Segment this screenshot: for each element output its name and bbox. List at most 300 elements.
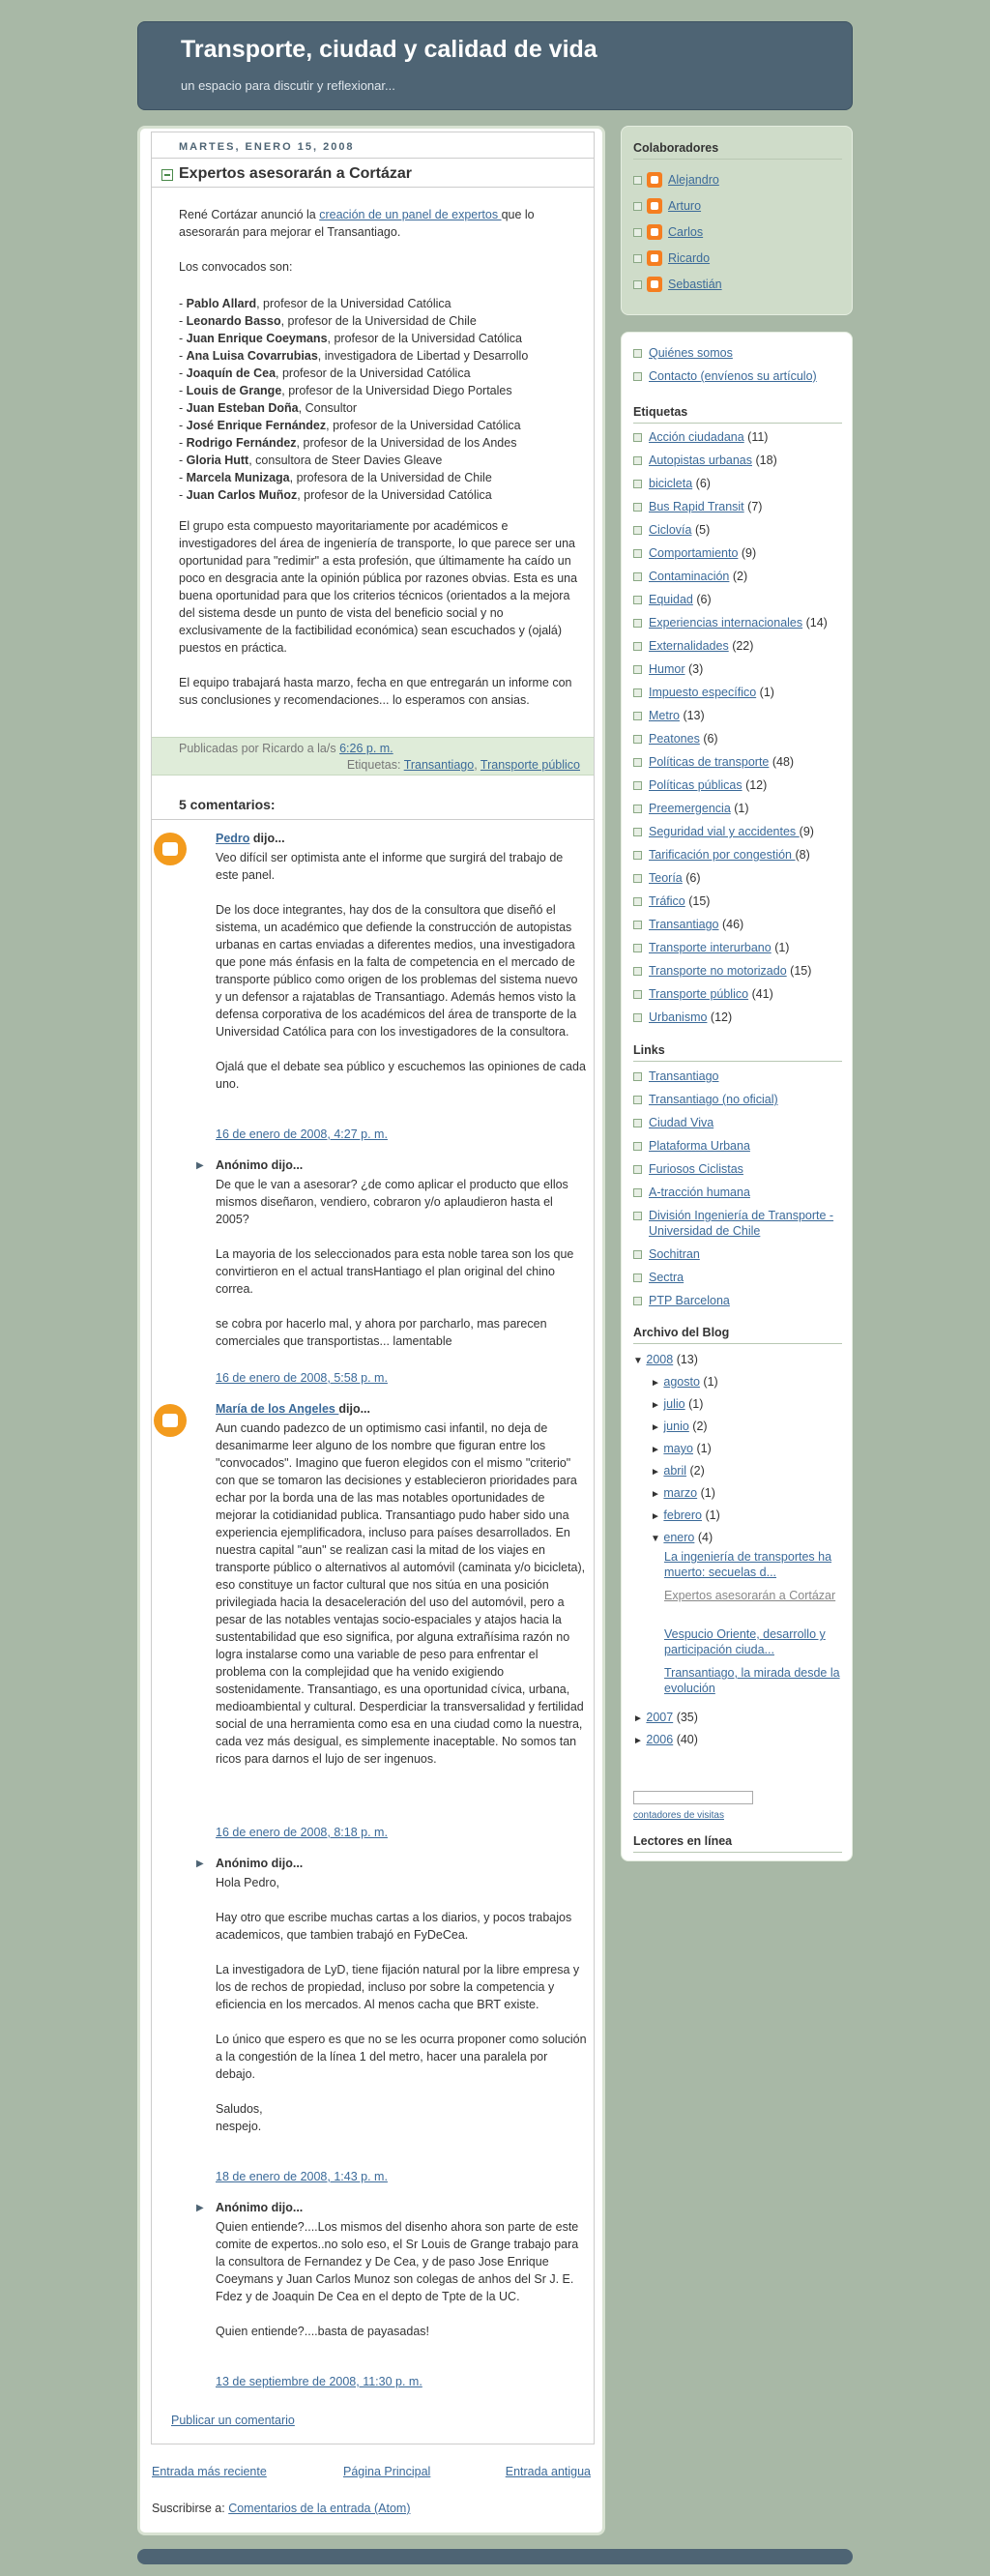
- archive-year-link[interactable]: 2006: [646, 1733, 674, 1746]
- blog-link-link[interactable]: Plataforma Urbana: [649, 1139, 750, 1153]
- archive-year-2008[interactable]: [633, 1352, 698, 1369]
- label-link[interactable]: Peatones: [649, 732, 700, 746]
- label-link[interactable]: Externalidades: [649, 639, 729, 653]
- member-name: Leonardo Basso: [186, 314, 281, 328]
- post-author-line: [179, 742, 393, 755]
- label-text: [649, 893, 846, 909]
- comment-author-name: Anónimo: [216, 2201, 269, 2214]
- label-count: (7): [747, 500, 763, 513]
- bullet-square-icon: [633, 503, 642, 512]
- label-link[interactable]: Transantiago: [649, 918, 719, 931]
- comment-timestamp[interactable]: 16 de enero de 2008, 5:58 p. m.: [216, 1371, 388, 1385]
- collapsed-triangle-icon[interactable]: ►: [651, 1400, 660, 1411]
- bullet-square-icon: [633, 1273, 642, 1282]
- contributors-box: [621, 126, 853, 315]
- older-post-link[interactable]: Entrada antigua: [505, 2465, 591, 2478]
- label-count: (48): [772, 755, 795, 769]
- archive-year[interactable]: [633, 1732, 698, 1749]
- archive-count: (1): [700, 1486, 715, 1500]
- label-link[interactable]: Transporte no motorizado: [649, 964, 787, 978]
- contributor-link[interactable]: Ricardo: [668, 251, 711, 265]
- contributor-link[interactable]: Sebastián: [668, 278, 722, 291]
- archive-post-link[interactable]: Transantiago, la mirada desde la evolución: [664, 1666, 840, 1695]
- bullet-square-icon: [633, 176, 642, 185]
- label-text: [649, 777, 846, 793]
- subscribe-label: Suscribirse a:: [152, 2502, 229, 2515]
- home-link[interactable]: Página Principal: [343, 2465, 431, 2478]
- bullet-square-icon: [633, 781, 642, 790]
- bullet-square-icon: [633, 851, 642, 860]
- archive-title: Archivo del Blog: [633, 1326, 730, 1339]
- archive-month[interactable]: [651, 1374, 718, 1391]
- archive-month[interactable]: [651, 1396, 703, 1414]
- label-link[interactable]: Contaminación: [649, 570, 730, 583]
- blogger-avatar-icon[interactable]: [154, 833, 187, 865]
- label-link[interactable]: Impuesto específico: [649, 686, 757, 699]
- archive-post[interactable]: [664, 1588, 844, 1603]
- label-text: [649, 638, 846, 654]
- archive-post-link[interactable]: Vespucio Oriente, desarrollo y participación ciuda...: [664, 1627, 826, 1656]
- comment-author: [216, 1402, 370, 1416]
- blog-link-link[interactable]: División Ingeniería de Transporte - Universidad de Chile: [649, 1209, 834, 1238]
- archive-month[interactable]: [651, 1485, 715, 1503]
- anon-bullet-icon: ▶: [196, 1160, 204, 1171]
- comment-paragraph: Saludos, nespejo.: [216, 2102, 263, 2133]
- bullet-square-icon: [633, 1072, 642, 1081]
- archive-month[interactable]: [651, 1441, 712, 1458]
- bullet-square-icon: [633, 1212, 642, 1220]
- label-link[interactable]: Preemergencia: [649, 802, 731, 815]
- member-name: Gloria Hutt: [186, 454, 249, 467]
- post-title: Expertos asesorarán a Cortázar: [179, 165, 412, 182]
- visit-counter-box: [633, 1791, 753, 1804]
- archive-month-link[interactable]: junio: [663, 1420, 689, 1433]
- newer-post-link[interactable]: Entrada más reciente: [152, 2465, 267, 2478]
- label-count: (5): [694, 523, 711, 537]
- blog-link-text: [649, 1293, 846, 1308]
- about-link[interactable]: Quiénes somos: [649, 346, 733, 360]
- label-count: (15): [688, 894, 711, 908]
- comment-timestamp[interactable]: 18 de enero de 2008, 1:43 p. m.: [216, 2170, 388, 2183]
- label-text: [649, 847, 846, 863]
- main-column: [137, 126, 605, 2535]
- label-link[interactable]: Comportamiento: [649, 546, 739, 560]
- label-count: (3): [688, 662, 704, 676]
- about-link[interactable]: Contacto (envíenos su artículo): [649, 369, 817, 383]
- blog-description: un espacio para discutir y reflexionar...: [181, 78, 395, 93]
- label-link[interactable]: Bus Rapid Transit: [649, 500, 744, 513]
- label-text: [649, 569, 846, 584]
- label-link[interactable]: Transporte público: [480, 758, 580, 772]
- archive-post[interactable]: [664, 1665, 844, 1696]
- comment-author: [216, 2201, 303, 2214]
- blog-link-link[interactable]: Furiosos Ciclistas: [649, 1162, 743, 1176]
- anon-bullet-icon: ▶: [196, 1859, 204, 1869]
- blogger-profile-icon: [647, 277, 662, 292]
- collapsed-triangle-icon[interactable]: ►: [651, 1422, 660, 1433]
- post-paragraph-2: El equipo trabajará hasta marzo, fecha en que entregarán un informe con sus conclusiones y recomendaciones... lo esperamos con ansias.: [179, 676, 572, 707]
- expanded-triangle-icon[interactable]: ▼: [651, 1534, 660, 1544]
- member-desc: , profesor de la Universidad Católica: [297, 488, 492, 502]
- label-link[interactable]: Tarificación por congestión: [649, 848, 796, 862]
- blog-link-text: [649, 1185, 846, 1200]
- comment-paragraph: De los doce integrantes, hay dos de la consultora que diseñó el sistema, un académico que defiende la construcción de autopistas urbanas en cartas enviadas a diferentes medios, una investigadora que pone más énfasis en la falta de competencia en el mercado de transporte público como origen de los problemas del sistema nuevo y un defensor a rajatablas de Transantiago. Además hemos visto la defensa corporativa de los académicos del área de transporte de la Universidad Católica para con los investigadores de la consultora.: [216, 903, 578, 1039]
- label-text: [649, 708, 846, 723]
- archive-count: (1): [696, 1442, 712, 1455]
- blog-link-text: [649, 1208, 846, 1239]
- blog-link-text: [649, 1161, 846, 1177]
- comments-header: 5 comentarios:: [179, 797, 276, 812]
- bullet-square-icon: [633, 758, 642, 767]
- comment-timestamp[interactable]: 16 de enero de 2008, 8:18 p. m.: [216, 1826, 388, 1839]
- bullet-square-icon: [633, 642, 642, 651]
- comment-body: [216, 849, 587, 1093]
- divider: [152, 819, 594, 820]
- atom-feed-link[interactable]: Comentarios de la entrada (Atom): [228, 2502, 411, 2515]
- blog-link-text: [649, 1092, 846, 1107]
- archive-post-link[interactable]: Expertos asesorarán a Cortázar: [664, 1589, 836, 1602]
- collapsed-triangle-icon[interactable]: ►: [651, 1467, 660, 1478]
- bullet-square-icon: [633, 712, 642, 720]
- member-desc: , profesor de la Universidad Católica: [256, 297, 451, 310]
- archive-year-link[interactable]: 2008: [646, 1353, 674, 1366]
- blog-link-link[interactable]: Sochitran: [649, 1247, 700, 1261]
- blogger-profile-icon: [647, 224, 662, 240]
- label-link[interactable]: Transporte interurbano: [649, 941, 772, 954]
- contributor-link[interactable]: Carlos: [668, 225, 704, 239]
- page-footer-bar: [137, 2549, 853, 2564]
- label-count: (18): [755, 454, 777, 467]
- label-link[interactable]: Tráfico: [649, 894, 685, 908]
- label-link[interactable]: Acción ciudadana: [649, 430, 744, 444]
- comment-paragraph: Quien entiende?....basta de payasadas!: [216, 2325, 429, 2338]
- member-item: - Louis de Grange, profesor de la Universidad Diego Portales: [179, 384, 512, 397]
- divider: [633, 423, 842, 424]
- label-link[interactable]: Ciclovía: [649, 523, 692, 537]
- member-desc: , profesora de la Universidad de Chile: [289, 471, 492, 484]
- bullet-square-icon: [633, 665, 642, 674]
- archive-count: (40): [676, 1733, 698, 1746]
- label-text: [649, 917, 846, 932]
- post-intro: [179, 206, 585, 241]
- blog-link-text: [649, 1115, 846, 1130]
- blog-link-link[interactable]: Transantiago (no oficial): [649, 1093, 778, 1106]
- date-header: MARTES, ENERO 15, 2008: [179, 141, 355, 153]
- contributors-title: Colaboradores: [633, 141, 719, 155]
- member-desc: , profesor de la Universidad Católica: [327, 332, 523, 345]
- label-text: [649, 661, 846, 677]
- expanded-triangle-icon[interactable]: ▼: [633, 1356, 643, 1366]
- member-name: Juan Enrique Coeymans: [186, 332, 328, 345]
- label-link[interactable]: Transporte público: [649, 987, 749, 1001]
- archive-month[interactable]: [651, 1419, 708, 1436]
- member-desc: , investigadora de Libertad y Desarrollo: [317, 349, 529, 363]
- comment-timestamp[interactable]: 16 de enero de 2008, 4:27 p. m.: [216, 1127, 388, 1141]
- intro-text-end: que lo asesorarán para mejorar el Transantiago.: [179, 208, 535, 239]
- member-name: Pablo Allard: [186, 297, 257, 310]
- bullet-square-icon: [633, 735, 642, 744]
- label-text: [649, 522, 846, 538]
- blogger-profile-icon: [647, 250, 662, 266]
- bullet-square-icon: [633, 805, 642, 813]
- bullet-square-icon: [633, 202, 642, 211]
- published-by: Publicadas por Ricardo a la/s: [179, 742, 340, 755]
- label-link[interactable]: bicicleta: [649, 477, 693, 490]
- bullet-square-icon: [633, 372, 642, 381]
- archive-month-link[interactable]: julio: [663, 1397, 685, 1411]
- bullet-square-icon: [633, 921, 642, 929]
- blog-link-link[interactable]: PTP Barcelona: [649, 1294, 730, 1307]
- collapsed-triangle-icon[interactable]: ►: [633, 1713, 643, 1724]
- label-text: [649, 685, 846, 700]
- archive-count: (2): [692, 1420, 708, 1433]
- sidebar: [621, 332, 853, 1861]
- labels-title: Etiquetas: [633, 405, 688, 419]
- comment-paragraph: Lo único que espero es que no se les ocurra proponer como solución a la congestión de la línea 1 del metro, hacer una paralela por debajo.: [216, 2033, 587, 2081]
- bullet-square-icon: [633, 990, 642, 999]
- archive-post[interactable]: [664, 1549, 844, 1580]
- archive-month-link[interactable]: mayo: [663, 1442, 693, 1455]
- label-link[interactable]: Urbanismo: [649, 1010, 708, 1024]
- labels-prefix: Etiquetas:: [346, 758, 404, 772]
- archive-count: (1): [705, 1508, 720, 1522]
- comment-paragraph: Hay otro que escribe muchas cartas a los diarios, y pocos trabajos academicos, que tambien trabajó en FyDeCea.: [216, 1911, 572, 1942]
- label-text: [649, 940, 846, 955]
- archive-post-link[interactable]: La ingeniería de transportes ha muerto: secuelas d...: [664, 1550, 832, 1579]
- member-desc: , profesor de la Universidad de los Andes: [296, 436, 517, 450]
- member-item: - Rodrigo Fernández, profesor de la Universidad de los Andes: [179, 436, 517, 450]
- bullet-square-icon: [633, 1165, 642, 1174]
- blogger-profile-icon: [647, 198, 662, 214]
- bullet-square-icon: [633, 1297, 642, 1305]
- divider: [633, 159, 842, 160]
- divider: [633, 1852, 842, 1853]
- label-text: [649, 986, 846, 1002]
- said-text: dijo...: [268, 2201, 304, 2214]
- label-text: [649, 754, 846, 770]
- label-link[interactable]: Humor: [649, 662, 685, 676]
- label-text: [649, 731, 846, 746]
- member-item: - Joaquín de Cea, profesor de la Universidad Católica: [179, 366, 471, 380]
- label-count: (8): [795, 848, 810, 862]
- convocados-label: Los convocados son:: [179, 260, 293, 274]
- bullet-square-icon: [633, 1096, 642, 1104]
- comment-paragraph: se cobra por hacerlo mal, y ahora por parcharlo, mas parecen comerciales que transportistas... lamentable: [216, 1317, 547, 1348]
- member-desc: , profesor de la Universidad de Chile: [280, 314, 477, 328]
- label-count: (14): [805, 616, 828, 629]
- bullet-square-icon: [633, 549, 642, 558]
- archive-post[interactable]: [664, 1626, 844, 1657]
- blog-link-link[interactable]: Sectra: [649, 1271, 684, 1284]
- label-count: (6): [685, 871, 701, 885]
- comment-paragraph: Hola Pedro,: [216, 1876, 280, 1889]
- label-text: [649, 801, 846, 816]
- member-name: Juan Esteban Doña: [186, 401, 299, 415]
- archive-count: (1): [703, 1375, 718, 1389]
- comment-timestamp[interactable]: 13 de septiembre de 2008, 11:30 p. m.: [216, 2375, 422, 2388]
- bullet-square-icon: [633, 688, 642, 697]
- about-text: [649, 345, 846, 361]
- bullet-square-icon: [633, 1119, 642, 1127]
- blog-link-link[interactable]: Transantiago: [649, 1069, 719, 1083]
- member-name: Ana Luisa Covarrubias: [186, 349, 318, 363]
- collapsed-triangle-icon[interactable]: ►: [651, 1378, 660, 1389]
- comment-author-name: Anónimo: [216, 1158, 269, 1172]
- comment-author-link[interactable]: Pedro: [216, 832, 250, 845]
- member-desc: , consultora de Steer Davies Gleave: [248, 454, 443, 467]
- subscribe-line: [152, 2502, 410, 2515]
- bullet-square-icon: [633, 456, 642, 465]
- label-count: (13): [683, 709, 705, 722]
- member-desc: , profesor de la Universidad Católica: [276, 366, 471, 380]
- comment-paragraph: Ojalá que el debate sea público y escuchemos las opiniones de cada uno.: [216, 1060, 586, 1091]
- bullet-square-icon: [633, 433, 642, 442]
- label-link[interactable]: Transantiago: [403, 758, 475, 772]
- collapsed-triangle-icon[interactable]: ►: [651, 1489, 660, 1500]
- member-name: Joaquín de Cea: [186, 366, 277, 380]
- archive-month-link[interactable]: agosto: [663, 1375, 700, 1389]
- comment-paragraph: De que le van a asesorar? ¿de como aplicar el producto que ellos mismos diseñaron, vendiero, cobraron y/o aplaudieron hasta el 2005?: [216, 1178, 568, 1226]
- label-text: [649, 429, 846, 445]
- label-count: (46): [721, 918, 744, 931]
- member-name: Rodrigo Fernández: [186, 436, 297, 450]
- said-text: dijo...: [338, 1402, 370, 1416]
- label-count: (9): [741, 546, 757, 560]
- archive-count: (4): [697, 1531, 713, 1544]
- contributor-link[interactable]: Arturo: [668, 199, 702, 213]
- member-item: - Gloria Hutt, consultora de Steer Davies Gleave: [179, 454, 443, 467]
- bullet-square-icon: [633, 596, 642, 604]
- blog-header: [137, 21, 853, 110]
- comment-paragraph: Veo difícil ser optimista ante el informe que surgirá del trabajo de este panel.: [216, 851, 564, 882]
- comment-author-link[interactable]: María de los Angeles: [216, 1402, 339, 1416]
- anon-bullet-icon: ▶: [196, 2203, 204, 2213]
- label-link[interactable]: Experiencias internacionales: [649, 616, 803, 629]
- bullet-square-icon: [633, 228, 642, 237]
- bullet-square-icon: [633, 1013, 642, 1022]
- online-readers-title: Lectores en línea: [633, 1834, 733, 1848]
- label-link[interactable]: Seguridad vial y accidentes: [649, 825, 800, 838]
- archive-month-link[interactable]: enero: [663, 1531, 695, 1544]
- label-link[interactable]: Políticas públicas: [649, 778, 742, 792]
- blog-link-text: [649, 1246, 846, 1262]
- label-count: (11): [747, 430, 769, 444]
- label-count: (12): [745, 778, 768, 792]
- bullet-square-icon: [633, 944, 642, 952]
- label-count: (6): [695, 477, 711, 490]
- label-text: [649, 615, 846, 630]
- label-link[interactable]: Autopistas urbanas: [649, 454, 753, 467]
- visit-counter-link[interactable]: contadores de visitas: [633, 1810, 724, 1821]
- label-count: (1): [734, 802, 749, 815]
- label-text: [649, 963, 846, 979]
- bullet-square-icon: [633, 1250, 642, 1259]
- archive-month-link[interactable]: abril: [663, 1464, 687, 1478]
- archive-month[interactable]: [651, 1508, 720, 1525]
- blogger-avatar-icon[interactable]: [154, 1404, 187, 1437]
- archive-month-link[interactable]: febrero: [663, 1508, 702, 1522]
- post-paragraph-1: El grupo esta compuesto mayoritariamente por académicos e investigadores del área de ingeniería de transporte, lo que parece ser una oportunidad para "redimir" a esta profesión, que últimamente ha caído un poco en desgracia ante la opinión pública por razones obvias. Esta es una buena oportunidad para que los criterios técnicos (orientados a la mejora del sistema desde un punto de vista del beneficio social y no exclusivamente de la factibilidad económica) sean escuchados y (ojalá) puestos en práctica.: [179, 519, 578, 655]
- label-link[interactable]: Equidad: [649, 593, 693, 606]
- collapsed-triangle-icon[interactable]: ►: [651, 1511, 660, 1522]
- comment-body: Aun cuando padezco de un optimismo casi infantil, no deja de desanimarme leer alguno de los nombre que figuran entre los "convocados". Imagino que fueron elegidos con el mismo "criterio" con que se tomaron las decisiones y establecieron prioridades para echar por la borda una de las mas notables oportunidades de mejorar la cotidianidad publica. Transantiago pudo haber sido una experiencia ejemplificadora, incluso para países desarrollados. En nuestra capital "aun" se realizan casi la mitad de los viajes en transporte público o alternativos al automóvil (caminata y/o bicicleta), eso constituye un factor cultural que nos sitúa en una posición privilegiada hacia la desaceleración del uso del automóvil, pero a pesar de las notables ventajas socio-espaciales y atajos hacia la sustentabilidad que eso significa, por alguna extrañísima razón no logra instalarse como una variable de peso para enfrentar el problema con la complejidad que ha venido exigiendo sostenidamente. Transantiago, es una oportunidad cívica, urbana, medioambiental y cultural. Desperdiciar la transversalidad y fertilidad social de una herramienta como esa en una ciudad como la nuestra, cada vez más desigual, es simplemente inaceptable. No somos tan ricos para darnos el lujo de ser ingenuos.: [216, 1421, 586, 1766]
- post-container: [151, 132, 595, 2444]
- label-text: [649, 824, 846, 839]
- comment-paragraph: La mayoria de los seleccionados para esta noble tarea son los que convirtieron en el actual transHantiago el plan original del chino correa.: [216, 1247, 574, 1296]
- archive-year[interactable]: [633, 1710, 698, 1727]
- blog-link-link[interactable]: A-tracción humana: [649, 1186, 750, 1199]
- bullet-square-icon: [633, 874, 642, 883]
- blog-title[interactable]: Transporte, ciudad y calidad de vida: [181, 36, 597, 63]
- intro-text: René Cortázar anunció la: [179, 208, 320, 221]
- label-text: [649, 1010, 846, 1025]
- comment-author: [216, 1857, 303, 1870]
- divider: [633, 1061, 842, 1062]
- label-count: (1): [759, 686, 774, 699]
- collapsed-triangle-icon[interactable]: ►: [633, 1736, 643, 1746]
- archive-month-enero[interactable]: [651, 1530, 713, 1547]
- label-text: [649, 499, 846, 514]
- blog-link-text: [649, 1270, 846, 1285]
- label-count: (2): [732, 570, 748, 583]
- comment-paragraph: La investigadora de LyD, tiene fijación natural por la libre empresa y los de rechos de propiedad, incluso por sobre la competencia y eficiencia en los mercados. Al menos cacha que BRT existe.: [216, 1963, 580, 2011]
- member-name: Juan Carlos Muñoz: [186, 488, 298, 502]
- member-desc: , Consultor: [298, 401, 358, 415]
- links-title: Links: [633, 1043, 665, 1057]
- bullet-square-icon: [633, 572, 642, 581]
- label-count: (41): [751, 987, 773, 1001]
- blogger-profile-icon: [647, 172, 662, 188]
- said-text: dijo...: [249, 832, 285, 845]
- member-item: - Juan Esteban Doña, Consultor: [179, 401, 358, 415]
- blog-link-text: [649, 1068, 846, 1084]
- bullet-square-icon: [633, 1142, 642, 1151]
- members-list: [179, 295, 585, 504]
- post-timestamp-link[interactable]: 6:26 p. m.: [339, 742, 393, 755]
- label-text: [649, 592, 846, 607]
- archive-count: (13): [676, 1353, 698, 1366]
- blog-link-text: [649, 1138, 846, 1154]
- post-footer: [152, 737, 594, 776]
- bullet-square-icon: [633, 254, 642, 263]
- member-item: - Leonardo Basso, profesor de la Universidad de Chile: [179, 314, 477, 328]
- comment-body: [216, 1176, 587, 1350]
- blog-link-link[interactable]: Ciudad Viva: [649, 1116, 714, 1129]
- archive-count: (2): [689, 1464, 705, 1478]
- divider: [633, 1343, 842, 1344]
- label-count: (6): [696, 593, 712, 606]
- archive-count: (35): [676, 1711, 698, 1724]
- archive-count: (1): [688, 1397, 704, 1411]
- label-link[interactable]: Teoría: [649, 871, 683, 885]
- about-text: [649, 368, 846, 384]
- contributor-link[interactable]: Alejandro: [668, 173, 719, 187]
- label-link[interactable]: Metro: [649, 709, 680, 722]
- member-item: - José Enrique Fernández, profesor de la Universidad Católica: [179, 419, 521, 432]
- bullet-square-icon: [633, 349, 642, 358]
- member-item: - Pablo Allard, profesor de la Universidad Católica: [179, 297, 451, 310]
- label-count: (15): [790, 964, 812, 978]
- panel-link[interactable]: creación de un panel de expertos: [319, 208, 502, 221]
- comment-body: [216, 1874, 587, 2135]
- archive-month[interactable]: [651, 1463, 705, 1480]
- member-desc: , profesor de la Universidad Católica: [326, 419, 521, 432]
- collapsed-triangle-icon[interactable]: ►: [651, 1445, 660, 1455]
- archive-month-link[interactable]: marzo: [663, 1486, 698, 1500]
- label-link[interactable]: Políticas de transporte: [649, 755, 770, 769]
- post-comment-link[interactable]: Publicar un comentario: [171, 2414, 295, 2427]
- archive-year-link[interactable]: 2007: [646, 1711, 674, 1724]
